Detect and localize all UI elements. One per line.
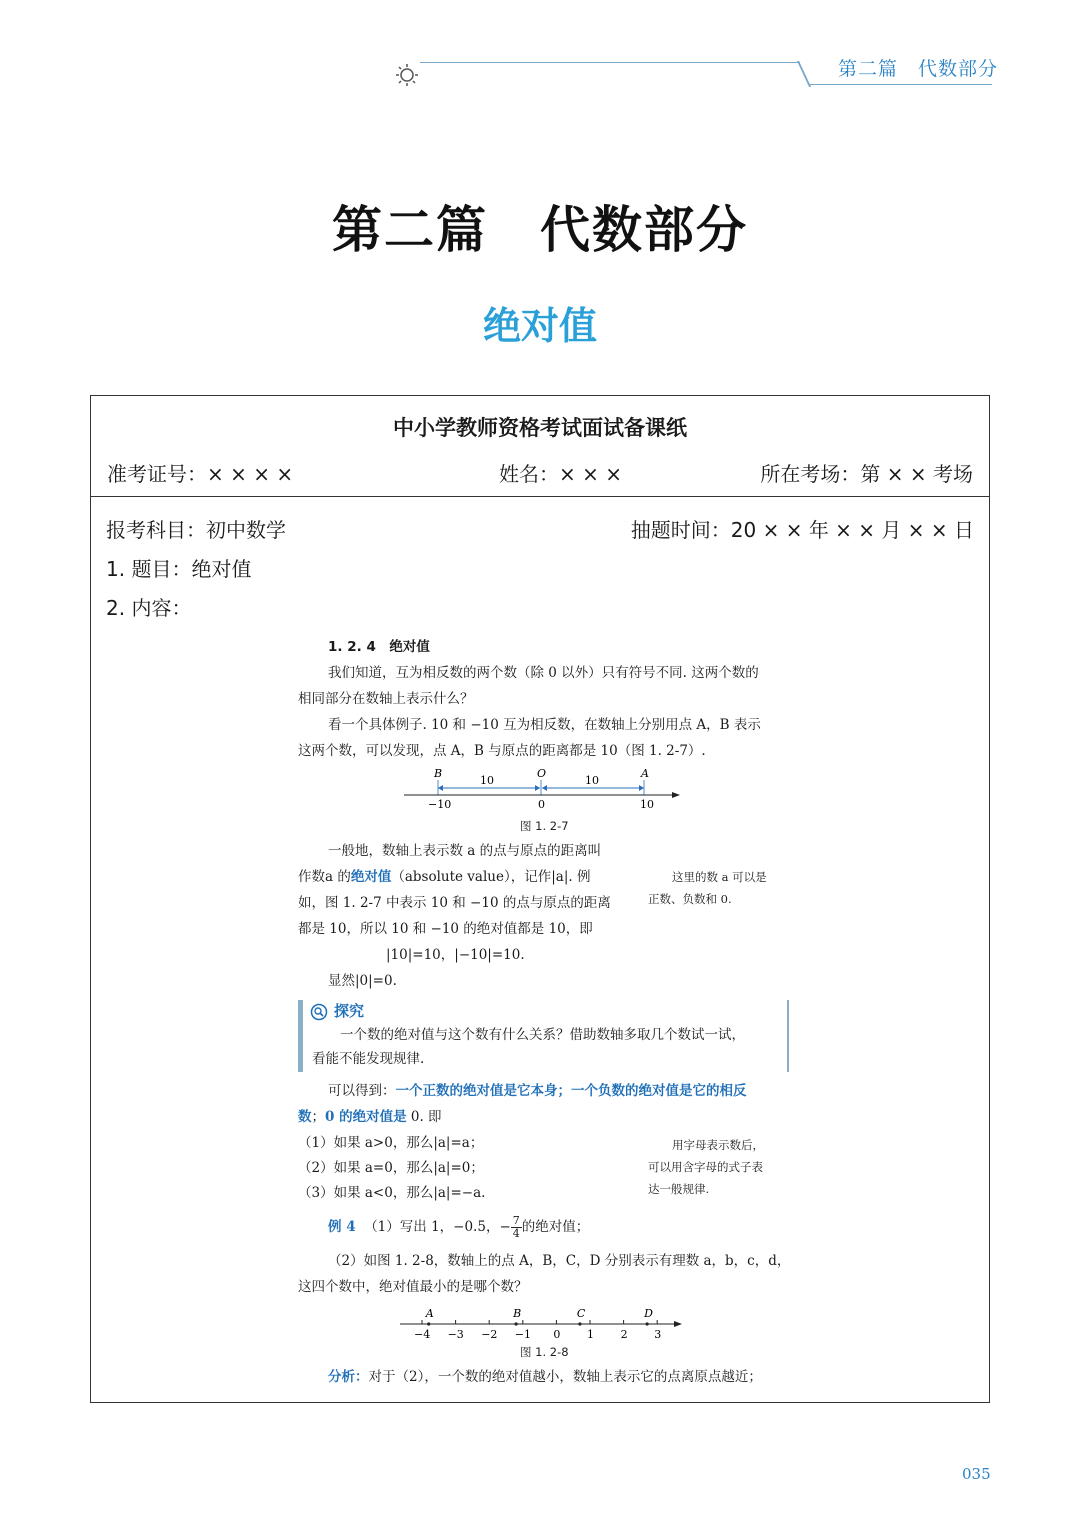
tick-label: 1 <box>587 1328 594 1341</box>
draw-time: 抽题时间：20 × × 年 × × 月 × × 日 <box>630 518 974 542</box>
point-label-b: B <box>434 767 443 780</box>
point-label-o: O <box>537 767 547 780</box>
margin-note: 这里的数 a 可以是 <box>672 870 767 884</box>
margin-note: 达一般规律. <box>648 1182 710 1196</box>
tick-label: 3 <box>654 1328 662 1341</box>
tick-label: −1 <box>514 1328 532 1341</box>
axis-arrow <box>674 1321 682 1327</box>
number-line-figure-2 <box>396 1304 686 1344</box>
figure-caption: 图 1. 2-8 <box>520 1345 569 1359</box>
page-number: 035 <box>962 1465 991 1483</box>
margin-note: 可以用含字母的式子表 <box>648 1160 763 1174</box>
tick-label: 2 <box>620 1328 628 1341</box>
example-question: 例 4 （1）写出 1，−0.5，− $\frac{7}{4}$ 的绝对值； <box>328 1214 590 1240</box>
form-title: 中小学教师资格考试面试备课纸 <box>393 416 687 440</box>
header-rule <box>420 62 800 63</box>
paragraph-line: 如，图 1. 2-7 中表示 10 和 −10 的点与原点的距离 <box>298 895 611 911</box>
point-marker <box>646 1322 649 1325</box>
distance-label: 10 <box>480 774 494 787</box>
point-marker <box>514 1322 517 1325</box>
paragraph-line: 作数a 的绝对值（absolute value），记作|a|. 例 <box>298 869 591 885</box>
paragraph-line: 数；0 的绝对值是 0. 即 <box>298 1109 442 1125</box>
tick-label: 0 <box>538 798 545 811</box>
header-rule-lower <box>808 84 992 85</box>
section-heading: 1. 2. 4 绝对值 <box>328 639 430 655</box>
paragraph-line: 一般地，数轴上表示数 a 的点与原点的距离叫 <box>328 843 602 859</box>
explore-icon <box>310 1003 328 1021</box>
point-label: D <box>644 1307 653 1320</box>
paragraph-line: 这四个数中，绝对值最小的是哪个数？ <box>298 1279 528 1295</box>
tick-label: −10 <box>428 798 452 811</box>
paragraph-line: 相同部分在数轴上表示什么？ <box>298 691 474 707</box>
distance-label: 10 <box>585 774 599 787</box>
margin-note: 正数、负数和 0. <box>648 892 732 906</box>
number-line-figure-1 <box>400 764 684 814</box>
point-label: C <box>576 1307 586 1320</box>
tick-label: −2 <box>481 1328 498 1341</box>
tick-label: −4 <box>414 1328 431 1341</box>
tick-label: 0 <box>553 1328 561 1341</box>
figure-caption: 图 1. 2-7 <box>520 819 569 833</box>
candidate-name: 姓名：× × × <box>499 462 622 486</box>
exam-subject: 报考科目：初中数学 <box>106 518 286 542</box>
paragraph-line: 看能不能发现规律. <box>312 1051 425 1067</box>
point-marker <box>427 1322 430 1325</box>
point-label: A <box>425 1307 434 1320</box>
analysis-line: 分析：对于（2），一个数的绝对值越小，数轴上表示它的点离原点越近； <box>328 1369 762 1385</box>
axis-arrow <box>672 792 680 798</box>
margin-note: 用字母表示数后， <box>672 1138 764 1152</box>
paragraph-line: （2）如图 1. 2-8，数轴上的点 A，B，C，D 分别表示有理数 a，b，c，d， <box>328 1253 791 1269</box>
paragraph-line: 我们知道，互为相反数的两个数（除 0 以外）只有符号不同. 这两个数的 <box>328 665 759 681</box>
paragraph-line: 这两个数，可以发现，点 A，B 与原点的距离都是 10（图 1. 2-7）. <box>298 743 706 759</box>
paragraph-line: 可以得到：一个正数的绝对值是它本身；一个负数的绝对值是它的相反 <box>328 1083 747 1099</box>
tick-label: −3 <box>447 1328 464 1341</box>
exam-venue: 所在考场：第 × × 考场 <box>760 462 973 486</box>
topic: 1. 题目：绝对值 <box>106 557 252 581</box>
content-label: 2. 内容： <box>106 596 192 620</box>
lesson-title: 绝对值 <box>482 304 597 348</box>
paragraph-line: 看一个具体例子. 10 和 −10 互为相反数，在数轴上分别用点 A，B 表示 <box>328 717 761 733</box>
key-term: 绝对值 <box>350 869 392 885</box>
paragraph-line: 一个数的绝对值与这个数有什么关系？借助数轴多取几个数试一试， <box>340 1027 745 1043</box>
running-header: 第二篇 代数部分 <box>838 58 999 80</box>
point-label-a: A <box>641 767 649 780</box>
tick-label: 10 <box>640 798 654 811</box>
point-label: B <box>513 1307 522 1320</box>
case-line: （2）如果 a=0，那么|a|=0； <box>298 1160 484 1176</box>
explore-title: 探究 <box>334 1002 365 1020</box>
point-marker <box>578 1322 581 1325</box>
case-line: （1）如果 a>0，那么|a|=a； <box>298 1135 484 1151</box>
exam-number: 准考证号：× × × × <box>107 462 294 486</box>
part-title: 第二篇 代数部分 <box>332 200 748 259</box>
form-divider <box>91 496 989 497</box>
example-label: 例 4 <box>328 1219 356 1235</box>
case-line: （3）如果 a<0，那么|a|=−a. <box>298 1185 486 1201</box>
equation: |10|=10，|−10|=10. <box>386 947 525 963</box>
paragraph-line: 显然|0|=0. <box>328 973 397 989</box>
paragraph-line: 都是 10，所以 10 和 −10 的绝对值都是 10，即 <box>298 921 593 937</box>
sun-icon <box>394 62 420 88</box>
fraction: $\frac{7}{4}$ <box>512 1214 520 1240</box>
